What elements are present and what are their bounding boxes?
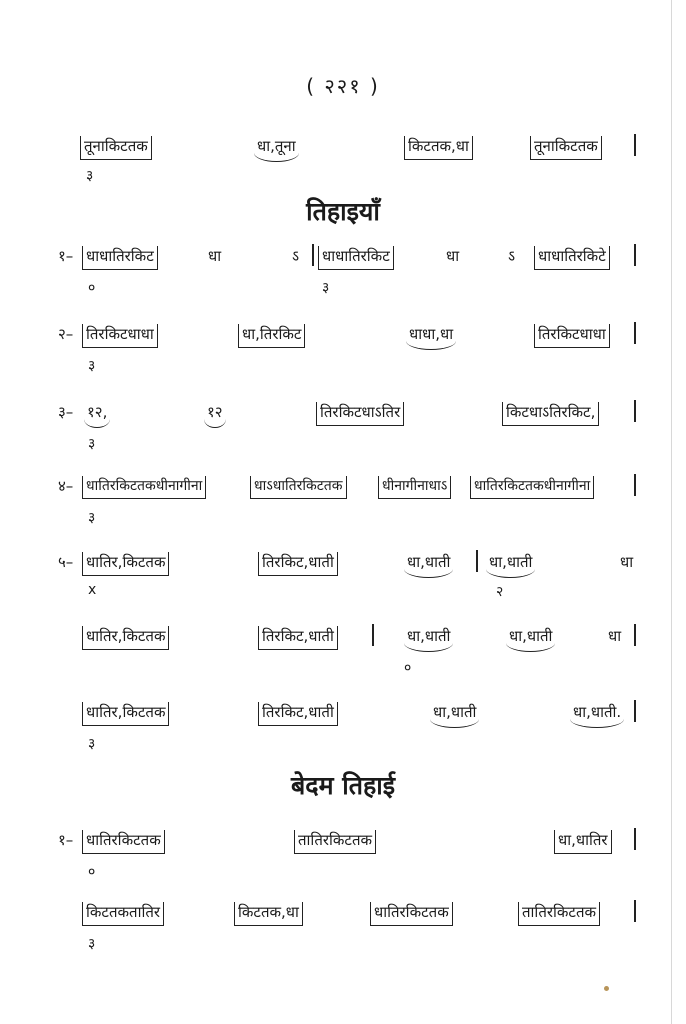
- notation-row-1: [0, 242, 686, 296]
- notation-row-4: [0, 472, 686, 526]
- notation-group: किटतक,धा: [404, 136, 473, 160]
- notation-group: धाधातिरकिटे: [534, 246, 610, 270]
- bar-line: [372, 624, 374, 646]
- notation-group: तिरकिटधाधा: [534, 324, 610, 348]
- notation-group: धा,धाती.: [570, 702, 624, 728]
- notation-group: धातिरकिटतक: [370, 902, 453, 926]
- notation-group: किटतकतातिर: [82, 902, 164, 926]
- notation-group: धातिर,किटतक: [82, 702, 169, 726]
- bar-line: [634, 322, 636, 344]
- notation-group: धा,तूना: [254, 136, 299, 162]
- bar-line: [634, 624, 636, 646]
- notation-group: धातिरकिटतकधीनागीना: [82, 476, 206, 499]
- page-number: ( २२१ ): [306, 74, 380, 98]
- tala-marker: ०: [404, 660, 412, 676]
- tala-marker: ३: [88, 510, 96, 526]
- notation-group: धाधा,धा: [406, 324, 456, 350]
- notation-group: धाधातिरकिट: [318, 246, 394, 270]
- notation-group: धाऽधातिरकिटतक: [250, 476, 347, 499]
- bar-line: [634, 244, 636, 266]
- notation-group: तातिरकिटतक: [294, 830, 376, 854]
- section-heading-bedam: बेदम तिहाई: [291, 771, 395, 800]
- notation-group: तूनाकिटतक: [80, 136, 152, 160]
- row-number: १–: [58, 247, 74, 265]
- paper-speck: [604, 986, 609, 991]
- notation-group: धातिरकिटतकधीनागीना: [470, 476, 594, 499]
- tala-marker: २: [496, 584, 504, 600]
- tala-marker: ३: [88, 736, 96, 752]
- notation-row-7: [0, 698, 686, 752]
- row-number: ४–: [58, 477, 74, 495]
- notation-group: तिरकिटधाऽतिर: [316, 402, 404, 426]
- notation-group: १२,: [84, 402, 110, 428]
- notation-group: धा,धाती: [404, 552, 453, 578]
- row-number: २–: [58, 325, 74, 343]
- notation-group: तिरकिट,धाती: [258, 626, 338, 650]
- notation-group: तातिरकिटतक: [518, 902, 600, 926]
- notation-row-3: [0, 398, 686, 452]
- notation-group: धा,धाती: [404, 626, 453, 652]
- notation-group: धा: [608, 627, 622, 645]
- tala-marker: ३: [322, 280, 330, 296]
- notation-group: धातिर,किटतक: [82, 626, 169, 650]
- notation-row-2: [0, 320, 686, 374]
- notation-group: धा: [208, 247, 222, 265]
- notation-group: धा,धाती: [430, 702, 479, 728]
- notation-group: धा,तिरकिट: [238, 324, 305, 348]
- notation-group: ऽ: [508, 247, 516, 265]
- notation-group: धा,धाती: [486, 552, 535, 578]
- notation-group: धा: [620, 553, 634, 571]
- bar-line: [634, 900, 636, 922]
- notation-group: किटतक,धा: [234, 902, 303, 926]
- notation-group: धीनागीनाधाऽ: [378, 476, 451, 499]
- bar-line: [476, 550, 478, 572]
- bar-line: [634, 474, 636, 496]
- tala-marker: ३: [86, 168, 94, 184]
- notation-group: ऽ: [292, 247, 300, 265]
- tala-marker: ३: [88, 936, 96, 952]
- tala-marker: ०: [88, 280, 96, 296]
- tala-marker: x: [88, 582, 97, 598]
- bar-line: [312, 244, 314, 266]
- row-number: ५–: [58, 553, 74, 571]
- notation-row-top: [0, 132, 686, 184]
- notation-group: धाधातिरकिट: [82, 246, 158, 270]
- row-number: ३–: [58, 403, 74, 421]
- bedam-row-2: [0, 898, 686, 952]
- notation-group: धा,धाती: [506, 626, 555, 652]
- notation-group: धातिर,किटतक: [82, 552, 169, 576]
- notation-group: धा: [446, 247, 460, 265]
- notation-group: धा,धातिर: [554, 830, 612, 854]
- notation-group: तूनाकिटतक: [530, 136, 602, 160]
- tala-marker: ३: [88, 436, 96, 452]
- notation-group: किटधाऽतिरकिट,: [502, 402, 599, 426]
- notation-row-5: [0, 548, 686, 600]
- notation-group: तिरकिट,धाती: [258, 702, 338, 726]
- row-number: १–: [58, 831, 74, 849]
- tala-marker: ०: [88, 864, 96, 880]
- notation-row-6: [0, 622, 686, 676]
- tala-marker: ३: [88, 358, 96, 374]
- section-heading-tihaiyan: तिहाइयाँ: [306, 197, 380, 226]
- bar-line: [634, 400, 636, 422]
- bar-line: [634, 828, 636, 850]
- bar-line: [634, 134, 636, 156]
- notation-group: तिरकिट,धाती: [258, 552, 338, 576]
- notation-group: तिरकिटधाधा: [82, 324, 158, 348]
- bedam-row-1: [0, 826, 686, 880]
- notation-group: १२: [204, 402, 226, 428]
- notation-group: धातिरकिटतक: [82, 830, 165, 854]
- bar-line: [634, 700, 636, 722]
